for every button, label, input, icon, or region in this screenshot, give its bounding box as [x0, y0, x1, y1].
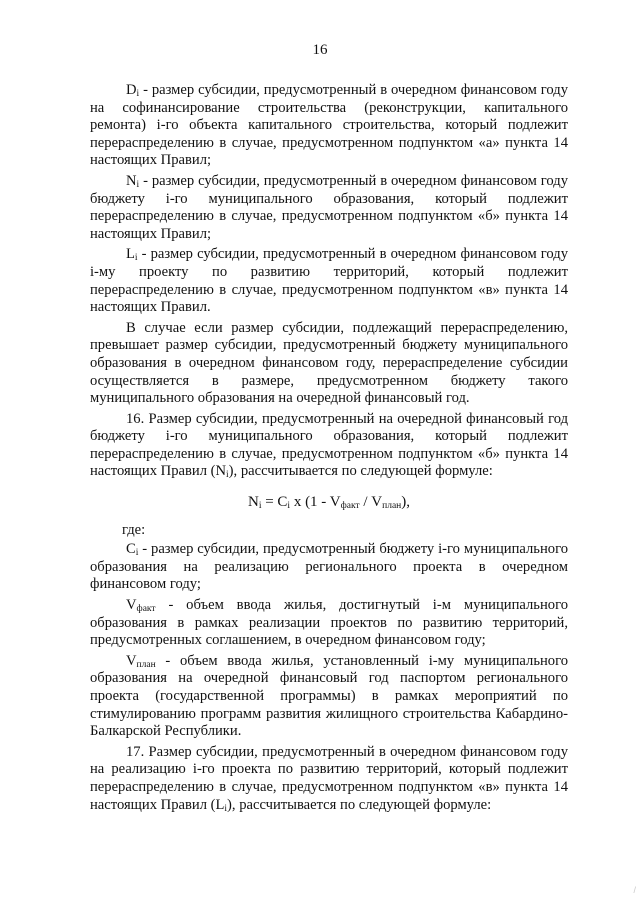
definition-text: - объем ввода жилья, установленный i-му муниципального образования на очередной финансовый год паспортом регионального проекта (государственной программы) в рамках мероприятий по стимулированию программ развития жилищного строительства Кабардино-Балкарской Республики.	[90, 652, 568, 740]
clause-17-text: 17. Размер субсидии, предусмотренный в очередном финансовом году на реализацию i-го проекта по развитию территорий, который подлежит перераспределению в случае, предусмотренном подпунктом «в» пункта 14 настоящих Правил (L	[90, 743, 568, 813]
formula-lhs-subscript: i	[258, 501, 262, 512]
formula-c-subscript: i	[287, 501, 291, 512]
variable-subscript: факт	[136, 604, 156, 615]
formula-end: ),	[401, 494, 411, 511]
redistribution-paragraph: В случае если размер субсидии, подлежащий перераспределению, превышает размер субсидии, предусмотренный бюджету муниципального образования в очередном финансовом году, перераспределение субсидии осуществляется в размере, предусмотренном бюджету такого муниципального образования на очередной финансовый год.	[90, 319, 568, 407]
definition-paragraph-l	[90, 246, 568, 316]
clause-16-text: 16. Размер субсидии, предусмотренный на очередной финансовый год бюджету i-го муниципального образования, который подлежит перераспределению в случае, предусмотренном подпунктом «б» пункта 14 настоящих Правил (N	[90, 410, 568, 480]
definition-text: - размер субсидии, предусмотренный бюджету i-го муниципального образования на реализацию регионального проекта в очередном финансовом году;	[90, 541, 568, 593]
variable-subscript: i	[134, 253, 138, 264]
variable-subscript: i	[136, 179, 140, 190]
variable-subscript: i	[136, 89, 140, 99]
variable-symbol: D	[126, 82, 137, 98]
definition-paragraph-d	[90, 82, 568, 170]
definition-text: - размер субсидии, предусмотренный в очередном финансовом году бюджету i-го муниципального образования, который подлежит перераспределению в случае, предусмотренном подпунктом «б» пункта 14 настоящих Правил;	[90, 172, 568, 242]
definition-text: - объем ввода жилья, достигнутый i-м муниципального образования в рамках реализации проектов по развитию территорий, предусмотренных соглашением, в очередном финансовом году;	[90, 597, 568, 649]
definition-text: - размер субсидии, предусмотренный в очередном финансовом году на софинансирование строительства (реконструкции, капитального ремонта) i-го объекта капитального строительства, который подлежит перераспределению в случае, предусмотренном подпунктом «а» пункта 14 настоящих Правил;	[90, 82, 568, 169]
formula-equals-c: = C	[261, 494, 288, 511]
variable-subscript: i	[135, 548, 139, 559]
definition-paragraph-vplan	[90, 653, 568, 741]
where-label: где:	[122, 521, 146, 538]
variable-subscript: план	[136, 659, 156, 670]
variable-symbol: L	[126, 246, 135, 263]
formula-fact-subscript: факт	[340, 501, 360, 512]
variable-symbol: V	[126, 652, 137, 669]
clause-16-paragraph	[90, 411, 568, 481]
definition-paragraph-vfact	[90, 597, 568, 650]
clause-16-subscript: i	[226, 470, 229, 481]
page-number: 16	[312, 42, 328, 58]
clause-17-paragraph	[90, 744, 568, 814]
definition-paragraph-c	[90, 541, 568, 594]
formula-lhs: N	[247, 494, 259, 511]
document-body	[90, 82, 568, 817]
variable-symbol: N	[126, 172, 137, 189]
variable-symbol: V	[126, 597, 137, 614]
definition-text: - размер субсидии, предусмотренный в очередном финансовом году i-му проекту по развитию территорий, который подлежит перераспределению в случае, предусмотренном подпунктом «в» пункта 14 настоящих Правил.	[90, 246, 568, 316]
formula-mid: x (1 - V	[290, 494, 341, 511]
formula-slash: / V	[359, 494, 383, 511]
clause-16-tail: ), рассчитывается по следующей формуле:	[228, 463, 493, 480]
clause-17-tail: ), рассчитывается по следующей формуле:	[227, 796, 492, 813]
formula-plan-subscript: план	[382, 501, 402, 512]
clause-17-subscript: i	[224, 803, 228, 814]
formula	[90, 494, 568, 512]
variable-symbol: C	[126, 541, 136, 558]
corner-mark: /	[633, 885, 636, 895]
definition-paragraph-n	[90, 173, 568, 243]
